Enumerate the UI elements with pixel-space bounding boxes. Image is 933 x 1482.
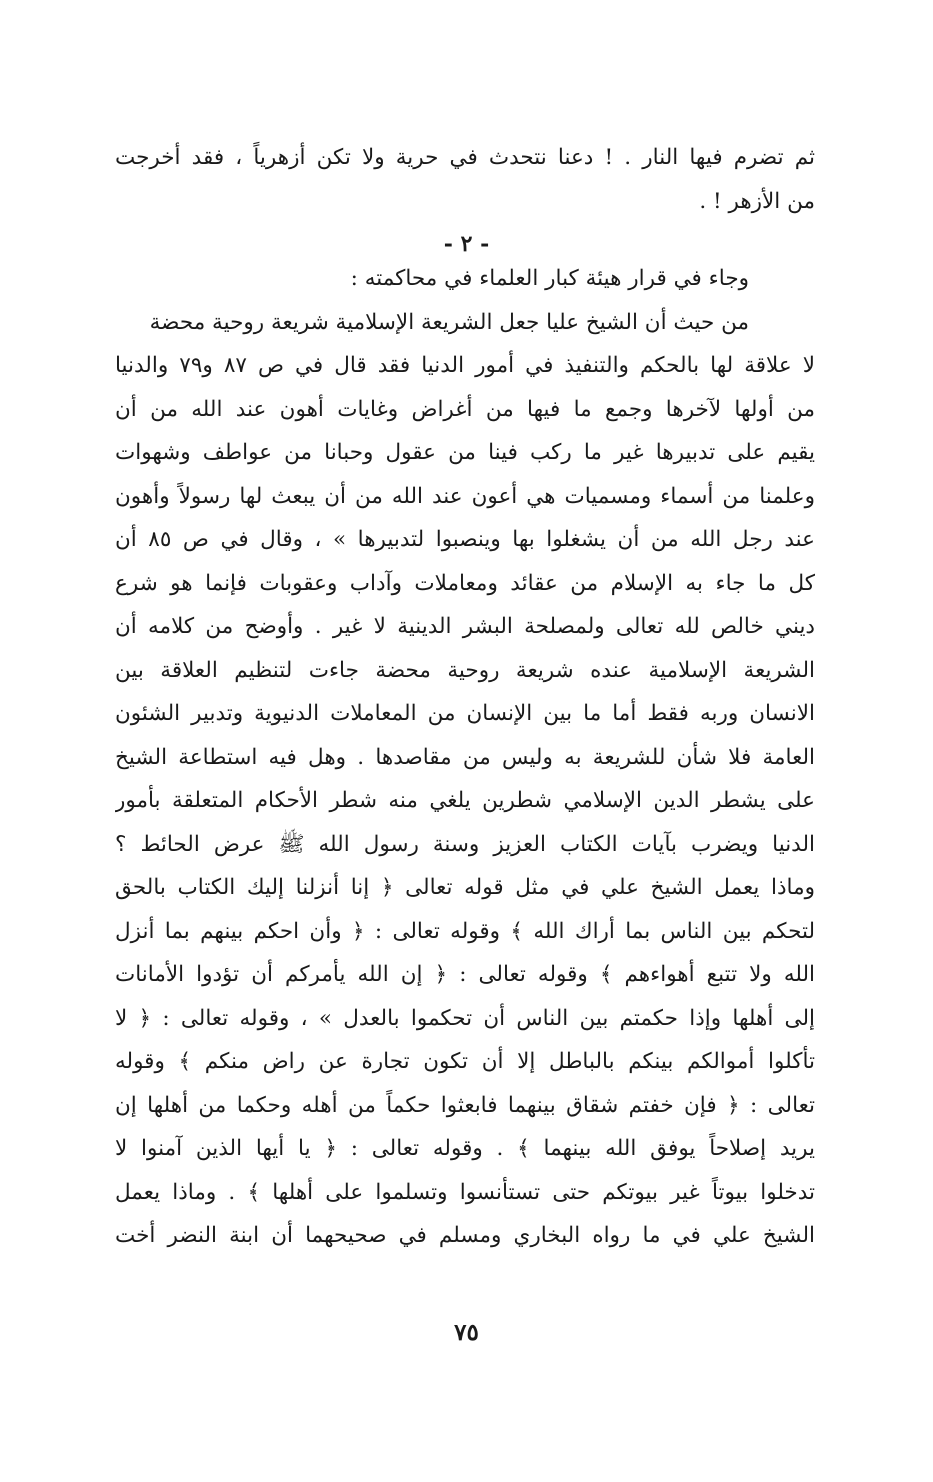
text-line: عند رجل الله من أن يشغلوا بها وينصبوا لتدبيرها » ، وقال في ص ٨٥ أن <box>115 527 815 552</box>
text-line: تعالى : ﴿ فإن خفتم شقاق بينهما فابعثوا حكماً من أهله وحكما من أهلها إن <box>115 1092 815 1118</box>
text-line: الله ولا تتبع أهواءهم ﴾ وقوله تعالى : ﴿ إن الله يأمركم أن تؤدوا الأمانات <box>115 962 815 987</box>
top-paragraph <box>115 136 815 223</box>
text-line: لتحكم بين الناس بما أراك الله ﴾ وقوله تعالى : ﴿ وأن احكم بينهم بما أنزل <box>115 918 815 944</box>
text-line: وماذا يعمل الشيخ علي في مثل قوله تعالى ﴿ إنا أنزلنا إليك الكتاب بالحق <box>115 875 815 900</box>
text-line: وعلمنا من أسماء ومسميات هي أعون عند الله من أن يبعث لها رسولاً وأهون <box>115 483 815 509</box>
text-line: تدخلوا بيوتاً غير بيوتكم حتى تستأنسوا وتسلموا على أهلها ﴾ . وماذا يعمل <box>115 1179 815 1205</box>
text-line: إلى أهلها وإذا حكمتم بين الناس أن تحكموا بالعدل » ، وقوله تعالى : ﴿ لا <box>115 1005 815 1031</box>
text-line: تأكلوا أموالكم بينكم بالباطل إلا أن تكون تجارة عن راض منكم ﴾ وقوله <box>115 1049 815 1074</box>
text-line: كل ما جاء به الإسلام من عقائد ومعاملات وآداب وعقوبات فإنما هو شرع <box>115 570 815 596</box>
main-paragraph <box>115 257 815 1258</box>
intro-line: وجاء في قرار هيئة كبار العلماء في محاكمته : <box>350 266 749 291</box>
text-line: على يشطر الدين الإسلامي شطرين يلغي منه شطر الأحكام المتعلقة بأمور <box>115 788 815 813</box>
text-line: الشريعة الإسلامية عنده شريعة روحية محضة جاءت لتنظيم العلاقة بين <box>115 657 815 683</box>
text-line: من الأزهر ! . <box>699 188 815 214</box>
text-line: من أولها لآخرها وجمع ما فيها من أغراض وغايات أهون عند الله من أن <box>115 396 815 422</box>
text-line: العامة فلا شأن للشريعة به وليس من مقاصدها . وهل فيه استطاعة الشيخ <box>115 744 815 770</box>
text-line: من حيث أن الشيخ عليا جعل الشريعة الإسلامية شريعة روحية محضة <box>149 309 749 335</box>
text-line: الشيخ علي في ما رواه البخاري ومسلم في صحيحهما أن ابنة النضر أخت <box>115 1223 815 1248</box>
text-line: ثم تضرم فيها النار . ! دعنا نتحدث في حرية ولا تكن أزهرياً ، فقد أخرجت <box>115 145 815 170</box>
page-number: ٧٥ <box>454 1319 479 1346</box>
text-line: لا علاقة لها بالحكم والتنفيذ في أمور الدنيا فقد قال في ص ٨٧ و٧٩ والدنيا <box>115 353 815 378</box>
text-line: الانسان وربه فقط أما ما بين الإنسان من المعاملات الدنيوية وتدبير الشئون <box>115 701 815 726</box>
section-number: - ٢ - <box>443 231 490 257</box>
text-line: ديني خالص لله تعالى ولمصلحة البشر الدينية لا غير . وأوضح من كلامه أن <box>115 614 815 639</box>
text-line: الدنيا ويضرب بآيات الكتاب العزيز وسنة رسول الله ﷺ عرض الحائط ؟ <box>115 831 815 857</box>
text-line: يقيم على تدبيرها غير ما ركب فينا من عقول وحبانا من عواطف وشهوات <box>115 440 815 465</box>
text-line: يريد إصلاحاً يوفق الله بينهما ﴾ . وقوله تعالى : ﴿ يا أيها الذين آمنوا لا <box>115 1136 815 1161</box>
